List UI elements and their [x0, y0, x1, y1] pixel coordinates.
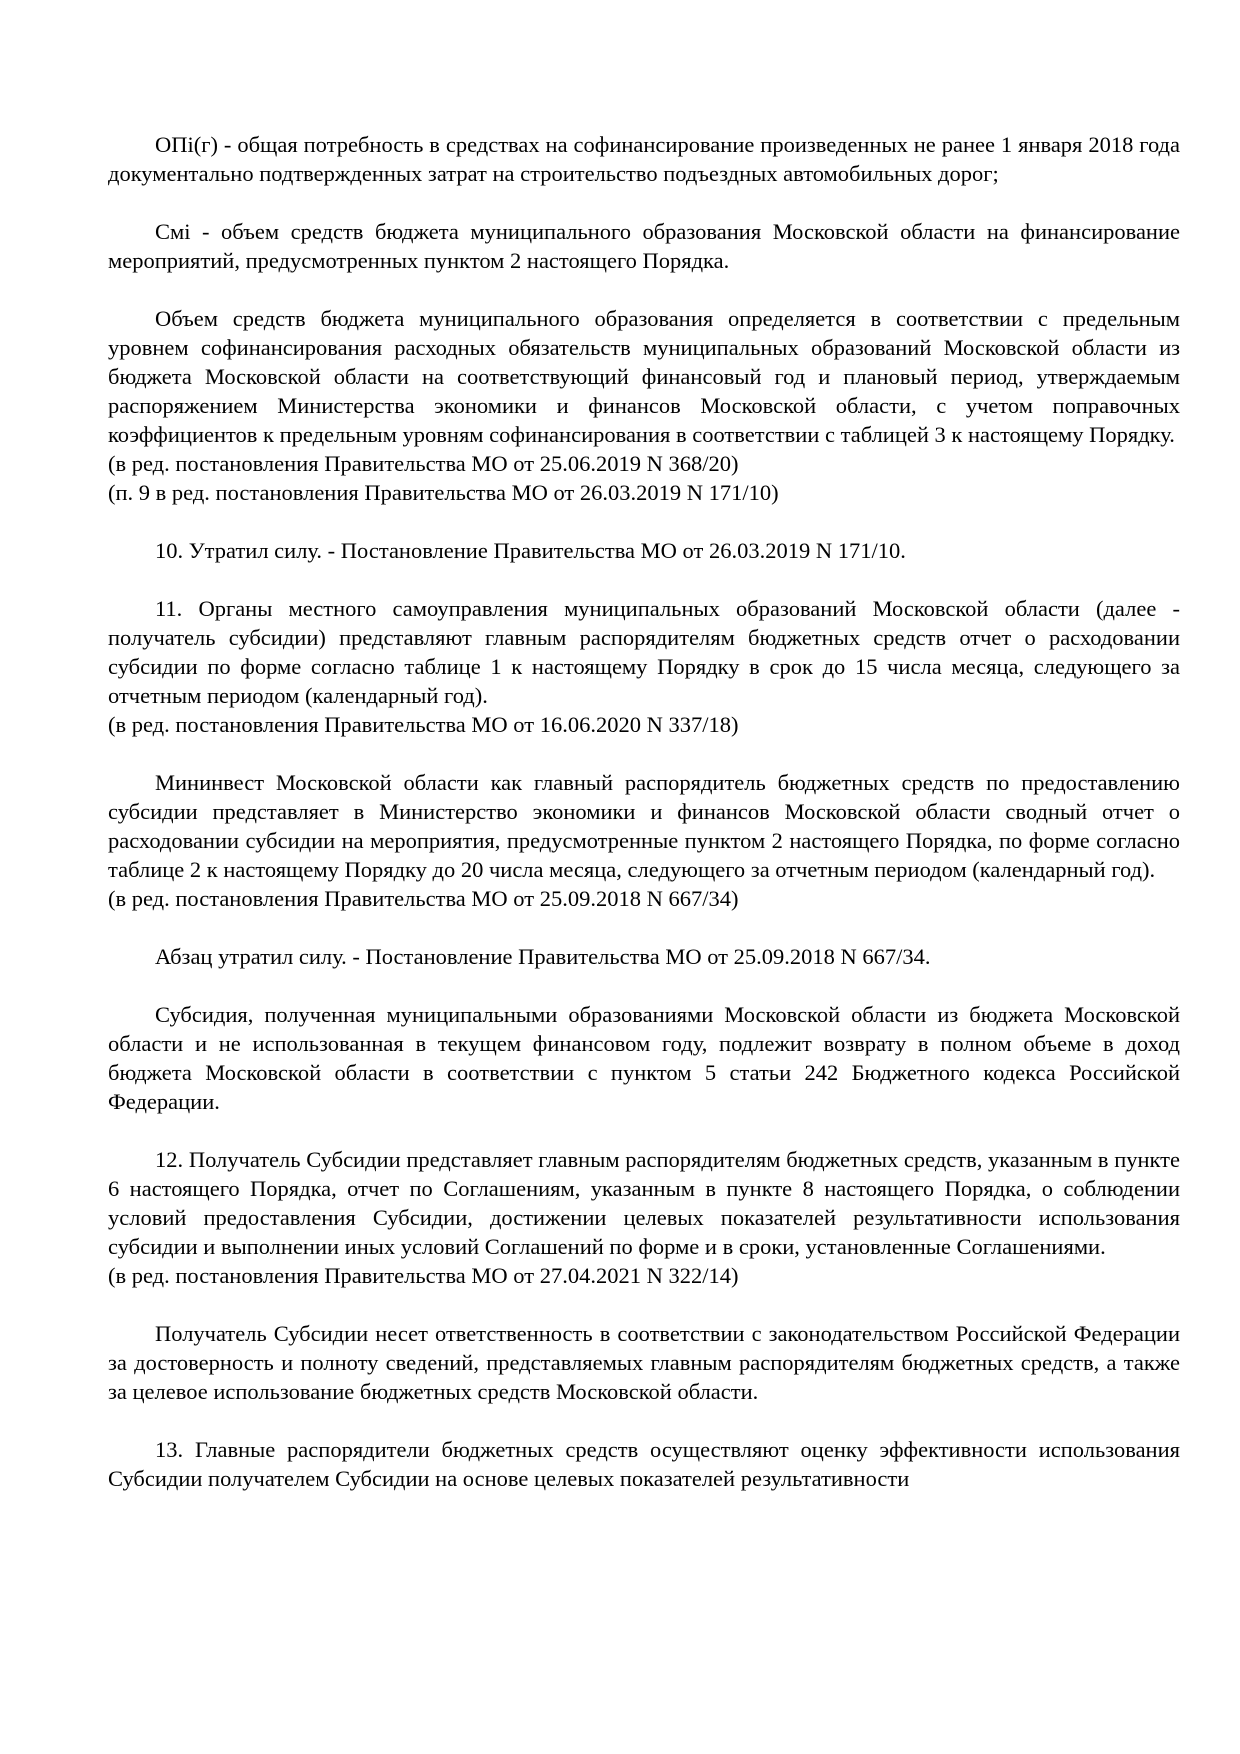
paragraph-subsidy-return: Субсидия, полученная муниципальными образованиями Московской области из бюджета Московской области и не использованная в текущем финансовом году, подлежит возврату в полном объеме в доход бюджета Московской области в соответствии с пунктом 5 статьи 242 Бюджетного кодекса Российской Федерации. [108, 1002, 1180, 1114]
paragraph-item-13: 13. Главные распорядители бюджетных средств осуществляют оценку эффективности использования Субсидии получателем Субсидии на основе целевых показателей результативности [108, 1437, 1180, 1491]
paragraph-item-12: 12. Получатель Субсидии представляет главным распорядителям бюджетных средств, указанным в пункте 6 настоящего Порядка, отчет по Соглашениям, указанным в пункте 8 настоящего Порядка, о соблюдении условий предоставления Субсидии, достижении целевых показателей результативности использования субсидии и выполнении иных условий Соглашений по форме и в сроки, установленные Соглашениями. [108, 1147, 1180, 1259]
paragraph-block-item-10 [108, 536, 1180, 565]
paragraph-block-item-12 [108, 1145, 1180, 1290]
amendment-note-171-10-p9: (п. 9 в ред. постановления Правительства МО от 26.03.2019 N 171/10) [108, 480, 779, 505]
paragraph-block-responsibility [108, 1319, 1180, 1406]
amendment-note-667-34: (в ред. постановления Правительства МО от 25.09.2018 N 667/34) [108, 886, 739, 911]
paragraph-opi-definition: ОПi(г) - общая потребность в средствах на софинансирование произведенных не ранее 1 января 2018 года документально подтвержденных затрат на строительство подъездных автомобильных дорог; [108, 132, 1180, 186]
paragraph-block-budget-volume [108, 304, 1180, 507]
paragraph-block-cmi-definition [108, 217, 1180, 275]
paragraph-item-10: 10. Утратил силу. - Постановление Правительства МО от 26.03.2019 N 171/10. [155, 538, 906, 563]
paragraph-block-opi-definition [108, 130, 1180, 188]
paragraph-cmi-definition: Смi - объем средств бюджета муниципального образования Московской области на финансирование мероприятий, предусмотренных пунктом 2 настоящего Порядка. [108, 219, 1180, 273]
paragraph-responsibility: Получатель Субсидии несет ответственность в соответствии с законодательством Российской Федерации за достоверность и полноту сведений, представляемых главным распорядителям бюджетных средств, а также за целевое использование бюджетных средств Московской области. [108, 1321, 1180, 1404]
amendment-note-322-14: (в ред. постановления Правительства МО от 27.04.2021 N 322/14) [108, 1263, 739, 1288]
paragraph-block-item-13 [108, 1435, 1180, 1493]
paragraph-item-11: 11. Органы местного самоуправления муниципальных образований Московской области (далее - получатель субсидии) представляют главным распорядителям бюджетных средств отчет о расходовании субсидии по форме согласно таблице 1 к настоящему Порядку в срок до 15 числа месяца, следующего за отчетным периодом (календарный год). [108, 596, 1180, 708]
paragraph-block-subsidy-return [108, 1000, 1180, 1116]
paragraph-budget-volume: Объем средств бюджета муниципального образования определяется в соответствии с предельным уровнем софинансирования расходных обязательств муниципальных образований Московской области из бюджета Московской области на соответствующий финансовый год и плановый период, утверждаемым распоряжением Министерства экономики и финансов Московской области, с учетом поправочных коэффициентов к предельным уровням софинансирования в соответствии с таблицей 3 к настоящему Порядку. [108, 306, 1180, 447]
amendment-note-337-18: (в ред. постановления Правительства МО от 16.06.2020 N 337/18) [108, 712, 739, 737]
paragraph-block-abzac-void [108, 942, 1180, 971]
paragraph-abzac-void: Абзац утратил силу. - Постановление Правительства МО от 25.09.2018 N 667/34. [155, 944, 931, 969]
paragraph-mininvest: Мининвест Московской области как главный распорядитель бюджетных средств по предоставлению субсидии представляет в Министерство экономики и финансов Московской области сводный отчет о расходовании субсидии на мероприятия, предусмотренные пунктом 2 настоящего Порядка, по форме согласно таблице 2 к настоящему Порядку до 20 числа месяца, следующего за отчетным периодом (календарный год). [108, 770, 1180, 882]
paragraph-block-mininvest [108, 768, 1180, 913]
amendment-note-368-20: (в ред. постановления Правительства МО от 25.06.2019 N 368/20) [108, 451, 739, 476]
paragraph-block-item-11 [108, 594, 1180, 739]
